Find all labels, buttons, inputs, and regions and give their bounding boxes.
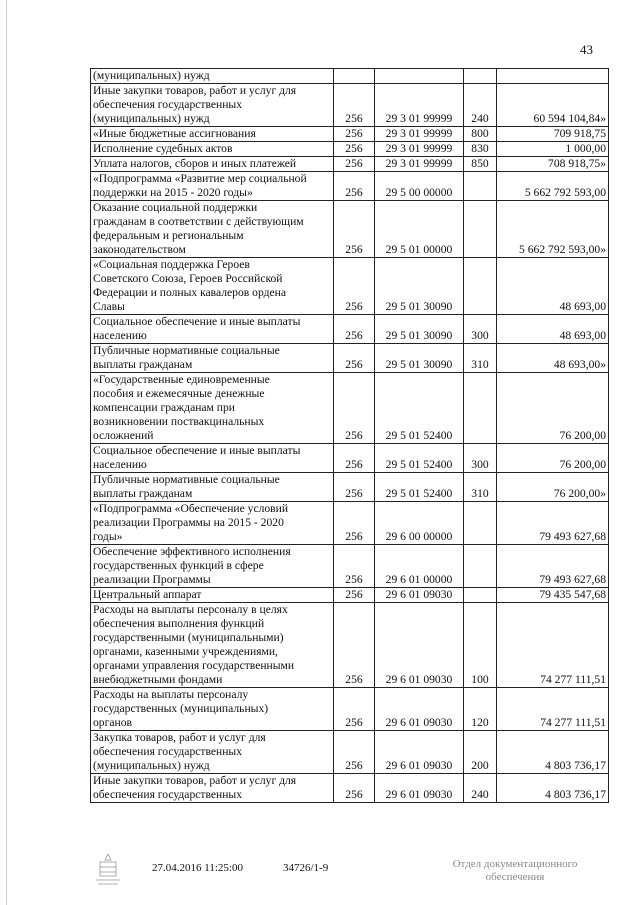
cell-target-article: 29 3 01 99999	[375, 127, 464, 142]
cell-code: 256	[334, 588, 375, 603]
cell-code: 256	[334, 688, 375, 731]
table-row	[91, 142, 609, 157]
cell-amount: 48 693,00	[497, 315, 609, 344]
table-row	[91, 603, 609, 688]
page-footer	[0, 858, 640, 898]
cell-expense-type: 830	[464, 142, 497, 157]
cell-amount: 76 200,00	[497, 373, 609, 444]
table-row	[91, 502, 609, 545]
cell-amount	[497, 69, 609, 84]
cell-name: Оказание социальной поддержки гражданам в соответствии с действующим федеральным и региональным законодательством	[91, 201, 334, 258]
cell-code: 256	[334, 127, 375, 142]
scan-edge	[6, 0, 7, 905]
table-row	[91, 774, 609, 803]
cell-code: 256	[334, 603, 375, 688]
cell-code: 256	[334, 172, 375, 201]
table-row	[91, 172, 609, 201]
cell-name: (муниципальных) нужд	[91, 69, 334, 84]
cell-code: 256	[334, 444, 375, 473]
footer-department-stamp: Отдел документационного обеспечения	[452, 858, 578, 883]
cell-code: 256	[334, 315, 375, 344]
cell-target-article: 29 5 01 30090	[375, 315, 464, 344]
cell-amount: 76 200,00	[497, 444, 609, 473]
cell-amount: 74 277 111,51	[497, 603, 609, 688]
table-row	[91, 731, 609, 774]
cell-name: «Подпрограмма «Обеспечение условий реализации Программы на 2015 - 2020 годы»	[91, 502, 334, 545]
cell-expense-type	[464, 373, 497, 444]
cell-amount: 79 493 627,68	[497, 502, 609, 545]
cell-expense-type: 240	[464, 774, 497, 803]
cell-target-article: 29 5 01 52400	[375, 444, 464, 473]
cell-amount: 79 435 547,68	[497, 588, 609, 603]
cell-target-article: 29 5 01 52400	[375, 373, 464, 444]
cell-expense-type: 310	[464, 344, 497, 373]
cell-name: «Иные бюджетные ассигнования	[91, 127, 334, 142]
cell-expense-type: 800	[464, 127, 497, 142]
cell-target-article: 29 6 01 09030	[375, 688, 464, 731]
cell-expense-type: 850	[464, 157, 497, 172]
cell-code: 256	[334, 473, 375, 502]
cell-target-article: 29 3 01 99999	[375, 142, 464, 157]
cell-code: 256	[334, 545, 375, 588]
cell-expense-type	[464, 502, 497, 545]
table-row	[91, 69, 609, 84]
table-row	[91, 84, 609, 127]
cell-code: 256	[334, 157, 375, 172]
footer-datetime: 27.04.2016 11:25:00	[152, 862, 243, 874]
cell-expense-type: 310	[464, 473, 497, 502]
cell-expense-type: 120	[464, 688, 497, 731]
cell-name: Закупка товаров, работ и услуг для обеспечения государственных (муниципальных) нужд	[91, 731, 334, 774]
cell-code: 256	[334, 774, 375, 803]
cell-target-article: 29 3 01 99999	[375, 157, 464, 172]
cell-name: «Государственные единовременные пособия и ежемесячные денежные компенсации гражданам при возникновении поствакцинальных осложнений	[91, 373, 334, 444]
cell-code: 256	[334, 502, 375, 545]
table-row	[91, 588, 609, 603]
cell-target-article: 29 6 00 00000	[375, 502, 464, 545]
cell-expense-type	[464, 258, 497, 315]
table-row	[91, 157, 609, 172]
cell-name: Расходы на выплаты персоналу государственных (муниципальных) органов	[91, 688, 334, 731]
cell-target-article: 29 3 01 99999	[375, 84, 464, 127]
cell-amount: 74 277 111,51	[497, 688, 609, 731]
cell-target-article: 29 6 01 09030	[375, 774, 464, 803]
cell-amount: 4 803 736,17	[497, 731, 609, 774]
cell-expense-type	[464, 545, 497, 588]
budget-table	[90, 68, 609, 803]
cell-code: 256	[334, 731, 375, 774]
cell-amount: 5 662 792 593,00	[497, 172, 609, 201]
cell-target-article: 29 6 01 09030	[375, 603, 464, 688]
cell-expense-type: 300	[464, 315, 497, 344]
page-number: 43	[580, 42, 593, 57]
cell-code: 256	[334, 373, 375, 444]
cell-expense-type	[464, 172, 497, 201]
cell-code: 256	[334, 201, 375, 258]
cell-amount: 60 594 104,84»	[497, 84, 609, 127]
cell-expense-type: 240	[464, 84, 497, 127]
cell-amount: 79 493 627,68	[497, 545, 609, 588]
cell-amount: 4 803 736,17	[497, 774, 609, 803]
cell-code: 256	[334, 258, 375, 315]
cell-code: 256	[334, 344, 375, 373]
cell-amount: 48 693,00»	[497, 344, 609, 373]
cell-name: Центральный аппарат	[91, 588, 334, 603]
cell-expense-type: 200	[464, 731, 497, 774]
cell-target-article: 29 5 01 52400	[375, 473, 464, 502]
cell-name: Обеспечение эффективного исполнения государственных функций в сфере реализации Программы	[91, 545, 334, 588]
table-row	[91, 258, 609, 315]
cell-target-article: 29 5 01 30090	[375, 344, 464, 373]
table-row	[91, 545, 609, 588]
table-row	[91, 315, 609, 344]
footer-doc-number: 34726/1-9	[283, 862, 329, 874]
cell-code	[334, 69, 375, 84]
cell-name: «Подпрограмма «Развитие мер социальной поддержки на 2015 - 2020 годы»	[91, 172, 334, 201]
cell-code: 256	[334, 142, 375, 157]
cell-name: Социальное обеспечение и иные выплаты населению	[91, 444, 334, 473]
table-row	[91, 344, 609, 373]
budget-table-body	[91, 69, 609, 803]
table-row	[91, 127, 609, 142]
cell-name: «Социальная поддержка Героев Советского Союза, Героев Российской Федерации и полных кавалеров ордена Славы	[91, 258, 334, 315]
table-row	[91, 688, 609, 731]
cell-amount: 48 693,00	[497, 258, 609, 315]
cell-name: Уплата налогов, сборов и иных платежей	[91, 157, 334, 172]
cell-target-article: 29 6 01 09030	[375, 588, 464, 603]
table-row	[91, 473, 609, 502]
cell-expense-type: 300	[464, 444, 497, 473]
cell-name: Расходы на выплаты персоналу в целях обеспечения выполнения функций государственными (муниципальными) органами, казенными учреждениями, органами управления государственными внебюджетными фондами	[91, 603, 334, 688]
cell-expense-type	[464, 201, 497, 258]
cell-target-article: 29 5 01 00000	[375, 201, 464, 258]
cell-name: Исполнение судебных актов	[91, 142, 334, 157]
cell-name: Иные закупки товаров, работ и услуг для обеспечения государственных (муниципальных) нужд	[91, 84, 334, 127]
table-row	[91, 444, 609, 473]
cell-target-article: 29 5 00 00000	[375, 172, 464, 201]
cell-target-article	[375, 69, 464, 84]
cell-target-article: 29 6 01 00000	[375, 545, 464, 588]
cell-name: Публичные нормативные социальные выплаты гражданам	[91, 473, 334, 502]
cell-target-article: 29 5 01 30090	[375, 258, 464, 315]
cell-amount: 708 918,75»	[497, 157, 609, 172]
cell-name: Социальное обеспечение и иные выплаты населению	[91, 315, 334, 344]
cell-amount: 1 000,00	[497, 142, 609, 157]
cell-expense-type	[464, 588, 497, 603]
cell-amount: 5 662 792 593,00»	[497, 201, 609, 258]
cell-code: 256	[334, 84, 375, 127]
cell-name: Иные закупки товаров, работ и услуг для обеспечения государственных	[91, 774, 334, 803]
table-row	[91, 373, 609, 444]
cell-expense-type	[464, 69, 497, 84]
table-row	[91, 201, 609, 258]
cell-expense-type: 100	[464, 603, 497, 688]
cell-amount: 709 918,75	[497, 127, 609, 142]
cell-target-article: 29 6 01 09030	[375, 731, 464, 774]
cell-amount: 76 200,00»	[497, 473, 609, 502]
registration-stamp-icon	[88, 850, 128, 890]
cell-name: Публичные нормативные социальные выплаты гражданам	[91, 344, 334, 373]
